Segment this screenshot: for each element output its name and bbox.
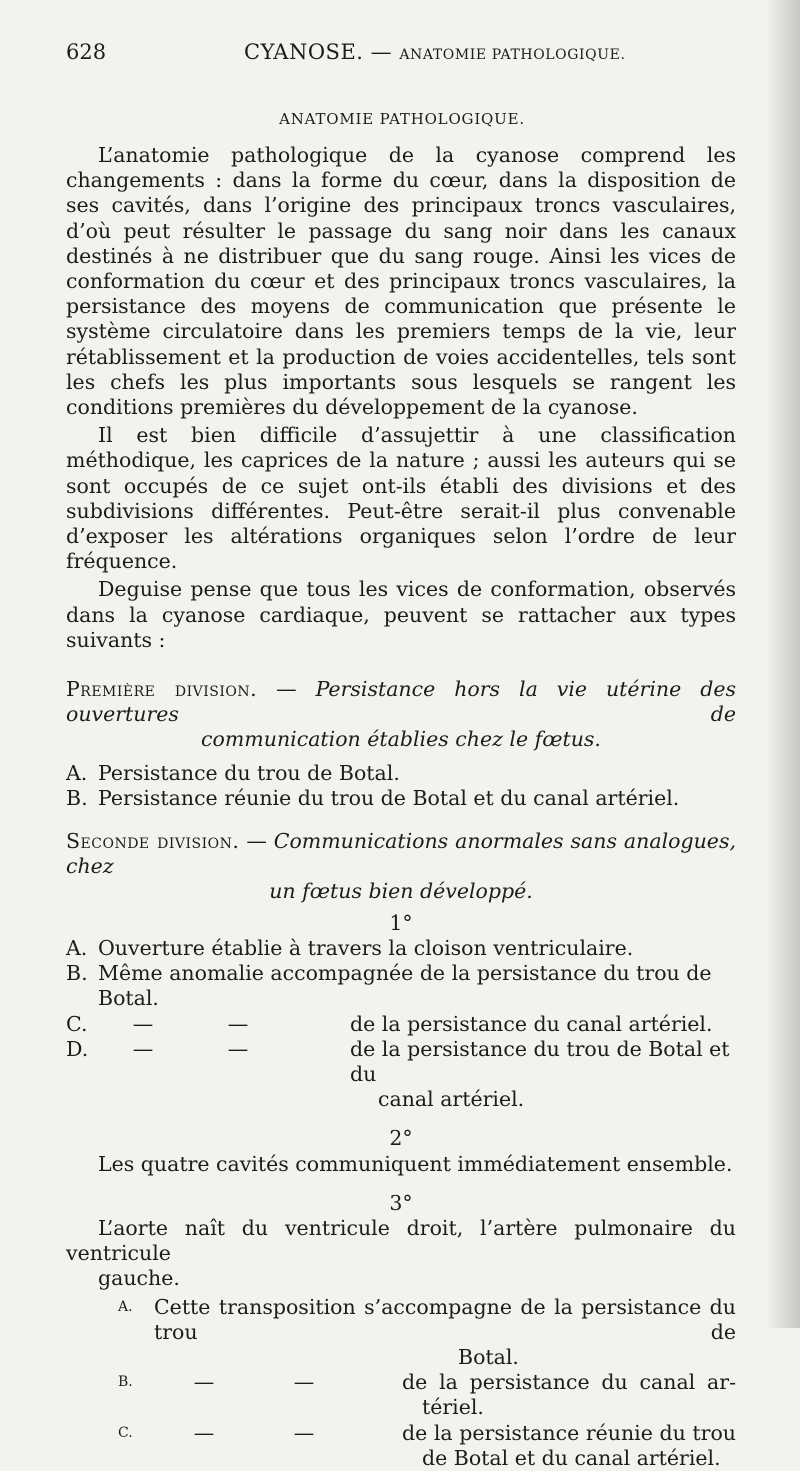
ditto-dash: — <box>227 1036 249 1061</box>
division-dash: — <box>246 829 267 854</box>
group-text: L’aorte naît du ventricule droit, l’artère pulmonaire du ventricule <box>66 1215 736 1266</box>
item-text-line: de la persistance du trou de Botal et du <box>350 1036 730 1086</box>
item-text-line: de Botal et du canal artériel. <box>422 1445 721 1470</box>
list-item <box>66 936 736 961</box>
item-text-line: de la persistance du canal ar- <box>402 1370 736 1395</box>
item-text: Persistance du trou de Botal. <box>98 760 400 785</box>
division-heading <box>66 677 736 727</box>
item-letter: C. <box>66 1011 88 1036</box>
list-item <box>66 1012 736 1037</box>
item-letter: B. <box>66 785 88 810</box>
division-dash: — <box>276 677 297 702</box>
section-title: ANATOMIE PATHOLOGIQUE. <box>279 110 525 128</box>
division-second <box>66 829 736 1471</box>
division-label: Seconde division. <box>66 829 240 854</box>
item-text-line: canal artériel. <box>378 1087 525 1112</box>
item-text <box>354 1421 736 1471</box>
ditto-dash: — <box>293 1370 315 1395</box>
page-body <box>66 143 736 1471</box>
item-text <box>154 1295 736 1371</box>
division-title-continued: un fœtus bien développé. <box>269 879 533 904</box>
running-subtitle: ANATOMIE PATHOLOGIQUE. <box>399 47 626 63</box>
list-item <box>66 961 736 1011</box>
page-number: 628 <box>66 40 107 64</box>
ditto-dash: — <box>132 1011 154 1036</box>
item-text: Persistance réunie du trou de Botal et du canal artériel. <box>98 785 680 810</box>
ditto-dash: — <box>132 1036 154 1061</box>
item-letter: A. <box>66 760 88 785</box>
group-text: Les quatre cavités communiquent immédiatement ensemble. <box>98 1151 733 1176</box>
page-header <box>66 40 738 74</box>
item-text: Ouverture établie à travers la cloison ventriculaire. <box>98 935 634 960</box>
item-letter: D. <box>66 1036 89 1061</box>
division-title: Persistance hors la vie utérine des ouvertures de <box>66 677 736 727</box>
item-letter: A. <box>66 935 88 960</box>
item-letter: B. <box>118 1374 133 1391</box>
page-binding-shadow <box>766 0 800 1328</box>
ditto-dash: — <box>227 1011 249 1036</box>
group-number: 3° <box>389 1190 413 1215</box>
list-item <box>66 761 736 786</box>
item-letter: B. <box>66 961 88 986</box>
paragraph: Deguise pense que tous les vices de conformation, observés dans la cyanose cardiaque, peuvent se rattacher aux types suivants : <box>66 577 736 652</box>
running-head <box>244 40 626 64</box>
item-text <box>288 1037 736 1113</box>
division-title-continued: communication établies chez le fœtus. <box>201 727 601 752</box>
group-number: 2° <box>389 1126 413 1151</box>
list-item <box>66 1370 736 1420</box>
item-text <box>354 1370 736 1420</box>
division-label: Première division. <box>66 677 258 702</box>
division-heading <box>66 829 736 879</box>
item-text: Même anomalie accompagnée de la persistance du trou de Botal. <box>98 961 712 1011</box>
ditto-dash: — <box>193 1420 215 1445</box>
group-number: 1° <box>389 910 413 935</box>
list-item <box>66 1295 736 1371</box>
item-text-line: Cette transposition s’accompagne de la persistance du trou de <box>154 1294 736 1344</box>
list-item <box>66 1421 736 1471</box>
ditto-dash: — <box>193 1370 215 1395</box>
running-separator: — <box>370 40 393 64</box>
group-text-continued: gauche. <box>98 1266 180 1291</box>
item-text-line: Botal. <box>458 1344 519 1369</box>
item-text-line: tériel. <box>422 1395 484 1420</box>
item-text: de la persistance du canal artériel. <box>350 1011 713 1036</box>
running-title: CYANOSE. <box>244 40 364 64</box>
list-item <box>66 786 736 811</box>
paragraph: L’anatomie pathologique de la cyanose comprend les changements : dans la forme du cœur, dans la disposition de ses cavités, dans l’origine des principaux troncs vasculaires, d’où peut résulter le passage du sang noir dans les canaux destinés à ne distribuer que du sang rouge. Ainsi les vices de conformation du cœur et des principaux troncs vasculaires, la persistance des moyens de communication que présente le système circulatoire dans les premiers temps de la vie, leur rétablissement et la production de voies accidentelles, tels sont les chefs les plus importants sous lesquels se rangent les conditions premières du développement de la cyanose. <box>66 143 736 420</box>
list-item <box>66 1037 736 1113</box>
item-letter: C. <box>118 1424 133 1441</box>
paragraph: Il est bien difficile d’assujettir à une classification méthodique, les caprices de la nature ; aussi les auteurs qui se sont occupés de ce sujet ont-ils établi des divisions et des subdivisions différentes. Peut-être serait-il plus convenable d’exposer les altérations organiques selon l’ordre de leur fréquence. <box>66 423 736 574</box>
division-title: Communications anormales sans analogues, chez <box>66 829 736 879</box>
division-first <box>66 677 736 811</box>
item-text-line: de la persistance réunie du trou <box>402 1420 736 1445</box>
item-letter: A. <box>118 1298 133 1315</box>
ditto-dash: — <box>293 1420 315 1445</box>
